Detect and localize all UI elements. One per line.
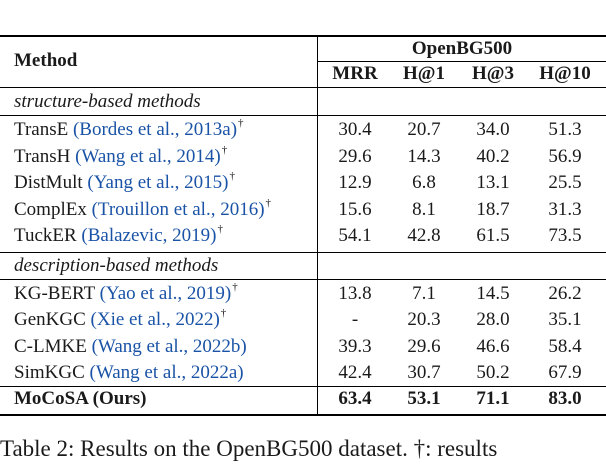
citation-link[interactable]: (Wang et al., 2022a) xyxy=(89,362,244,383)
group2-rule xyxy=(0,279,606,280)
metric-value: 13.1 xyxy=(476,172,510,193)
method-cell xyxy=(14,145,227,171)
dagger-mark: † xyxy=(217,223,223,235)
metric-value: 67.9 xyxy=(548,362,582,383)
metric-value: 12.9 xyxy=(338,172,372,193)
method-cell xyxy=(14,387,146,411)
metric-value: 31.3 xyxy=(548,198,582,220)
metric-value: 73.5 xyxy=(548,225,582,246)
metric-value: 30.7 xyxy=(407,362,441,383)
dagger-mark: † xyxy=(221,143,228,156)
method-name: DistMult xyxy=(14,172,83,193)
metric-value: 39.3 xyxy=(338,335,372,357)
metric-value: 58.4 xyxy=(548,335,582,357)
metric-header-h1: H@1 xyxy=(403,63,445,84)
method-cell xyxy=(14,171,235,197)
metric-header-mrr: MRR xyxy=(332,63,378,84)
metric-value: 63.4 xyxy=(338,387,372,409)
method-name: MoCoSA (Ours) xyxy=(14,387,147,409)
method-cell xyxy=(14,224,223,250)
metric-value: 29.6 xyxy=(407,335,441,357)
method-name: TransH xyxy=(14,145,71,167)
citation-link[interactable]: (Trouillon et al., 2016) xyxy=(91,198,265,220)
metric-value: 34.0 xyxy=(476,119,510,140)
method-cell xyxy=(14,282,238,308)
method-name: TransE xyxy=(14,119,69,140)
method-name: GenKGC xyxy=(14,309,86,330)
metric-value: 61.5 xyxy=(476,225,510,246)
method-header: Method xyxy=(14,50,78,71)
metric-value: 20.7 xyxy=(407,119,441,140)
header-bottom-rule xyxy=(0,87,606,88)
metric-value: 56.9 xyxy=(548,145,582,167)
metric-value: - xyxy=(351,309,359,330)
metric-value: 54.1 xyxy=(338,225,372,246)
method-name: C-LMKE xyxy=(14,335,87,357)
method-name: TuckER xyxy=(14,225,77,246)
method-cell xyxy=(14,361,244,385)
metric-value: 71.1 xyxy=(476,387,510,409)
method-cell xyxy=(14,198,271,224)
citation-link[interactable]: (Bordes et al., 2013a) xyxy=(72,119,238,140)
metric-value: 46.6 xyxy=(476,335,510,357)
metric-value: 14.5 xyxy=(476,282,510,304)
metric-value: 26.2 xyxy=(548,282,582,304)
metric-value: 25.5 xyxy=(548,172,582,193)
dagger-mark: † xyxy=(238,117,244,129)
citation-link[interactable]: (Yang et al., 2015) xyxy=(87,172,229,193)
table-bottom-rule xyxy=(0,414,606,416)
citation-link[interactable]: (Xie et al., 2022) xyxy=(90,309,220,330)
dagger-mark: † xyxy=(220,307,227,319)
dagger-mark: † xyxy=(232,280,238,293)
metric-value: 18.7 xyxy=(476,198,510,220)
metric-value: 15.6 xyxy=(338,198,372,220)
metric-value: 50.2 xyxy=(476,362,510,383)
metric-value: 30.4 xyxy=(338,119,372,140)
method-cell xyxy=(14,335,247,359)
method-name: ComplEx xyxy=(14,198,87,220)
metric-value: 14.3 xyxy=(407,145,441,167)
group-label-structure: structure-based methods xyxy=(14,91,201,112)
citation-link[interactable]: (Wang et al., 2014) xyxy=(75,145,221,167)
group-label-description: description-based methods xyxy=(14,254,219,276)
citation-link[interactable]: (Yao et al., 2019) xyxy=(99,282,232,304)
metric-value: 42.4 xyxy=(338,362,372,383)
metric-value: 83.0 xyxy=(548,387,582,409)
metric-value: 6.8 xyxy=(412,172,436,193)
method-name: KG-BERT xyxy=(14,282,95,304)
metric-value: 13.8 xyxy=(338,282,372,304)
metric-value: 28.0 xyxy=(476,309,510,330)
metric-value: 42.8 xyxy=(407,225,441,246)
dagger-mark: † xyxy=(229,170,235,182)
metric-value: 53.1 xyxy=(407,387,441,409)
metric-value: 29.6 xyxy=(338,145,372,167)
group1-rule xyxy=(0,115,606,116)
metric-value: 20.3 xyxy=(407,309,441,330)
metric-header-h3: H@3 xyxy=(472,63,514,84)
metric-value: 51.3 xyxy=(548,119,582,140)
citation-link[interactable]: (Balazevic, 2019) xyxy=(81,225,217,246)
method-name: SimKGC xyxy=(14,362,85,383)
method-cell xyxy=(14,308,226,334)
metric-value: 8.1 xyxy=(412,198,436,220)
column-separator xyxy=(317,36,318,414)
citation-link[interactable]: (Wang et al., 2022b) xyxy=(91,335,247,357)
table-caption: Table 2: Results on the OpenBG500 dataset. †: results xyxy=(0,436,498,461)
dataset-header: OpenBG500 xyxy=(411,38,513,59)
dagger-mark: † xyxy=(265,196,272,209)
metric-value: 40.2 xyxy=(476,145,510,167)
group2-top-rule xyxy=(0,252,606,253)
metric-header-h10: H@10 xyxy=(539,63,591,84)
method-cell xyxy=(14,118,244,144)
metric-value: 35.1 xyxy=(548,309,582,330)
metric-value: 7.1 xyxy=(412,282,436,304)
